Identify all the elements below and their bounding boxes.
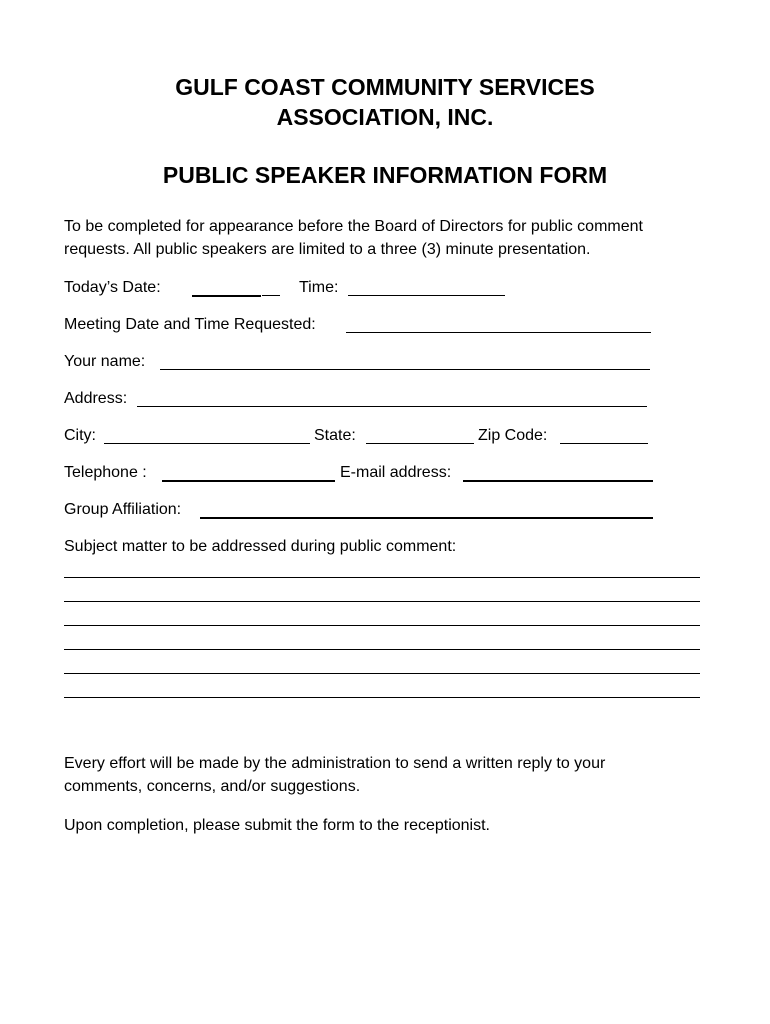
subject-line-3[interactable] (64, 625, 700, 626)
intro-paragraph (64, 215, 724, 261)
meeting-date-label: Meeting Date and Time Requested: (64, 316, 316, 333)
address-row (64, 387, 724, 411)
time-field[interactable] (348, 295, 505, 296)
city-state-zip-row (64, 424, 724, 448)
subject-line-2[interactable] (64, 601, 700, 602)
city-field[interactable] (104, 443, 310, 444)
intro-line-2: requests. All public speakers are limited to a three (3) minute presentation. (64, 241, 591, 258)
subject-matter-label: Subject matter to be addressed during public comment: (64, 538, 457, 555)
email-label: E-mail address: (340, 464, 452, 481)
subject-line-4[interactable] (64, 649, 700, 650)
group-affiliation-label: Group Affiliation: (64, 501, 182, 518)
todays-date-field[interactable] (192, 295, 261, 297)
todays-date-label: Today’s Date: (64, 279, 161, 296)
organization-name-line-1: GULF COAST COMMUNITY SERVICES (175, 74, 595, 100)
reply-note (64, 752, 724, 798)
state-label: State: (314, 427, 356, 444)
form-title: PUBLIC SPEAKER INFORMATION FORM (162, 162, 608, 188)
meeting-row (64, 313, 724, 337)
zip-code-label: Zip Code: (478, 427, 548, 444)
zip-code-field[interactable] (560, 443, 648, 444)
state-field[interactable] (366, 443, 474, 444)
address-label: Address: (64, 390, 128, 407)
name-field[interactable] (160, 369, 650, 370)
time-label: Time: (299, 279, 339, 296)
name-label: Your name: (64, 353, 146, 370)
name-row (64, 350, 724, 374)
city-label: City: (64, 427, 96, 444)
telephone-field[interactable] (162, 480, 335, 482)
reply-note-line-1: Every effort will be made by the administration to send a written reply to your (64, 755, 606, 772)
subject-line-1[interactable] (64, 577, 700, 578)
meeting-date-field[interactable] (346, 332, 651, 333)
telephone-label: Telephone : (64, 464, 147, 481)
reply-note-line-2: comments, concerns, and/or suggestions. (64, 778, 361, 795)
subject-line-6[interactable] (64, 697, 700, 698)
organization-name-line-2: ASSOCIATION, INC. (276, 104, 494, 130)
group-affiliation-field[interactable] (200, 517, 653, 519)
subject-line-5[interactable] (64, 673, 700, 674)
subject-row (64, 535, 724, 559)
submit-note: Upon completion, please submit the form to the receptionist. (64, 817, 490, 834)
address-field[interactable] (137, 406, 647, 407)
email-field[interactable] (463, 480, 653, 482)
intro-line-1: To be completed for appearance before the Board of Directors for public comment (64, 218, 643, 235)
todays-date-field-tail[interactable] (262, 295, 280, 296)
date-time-row (64, 276, 724, 300)
